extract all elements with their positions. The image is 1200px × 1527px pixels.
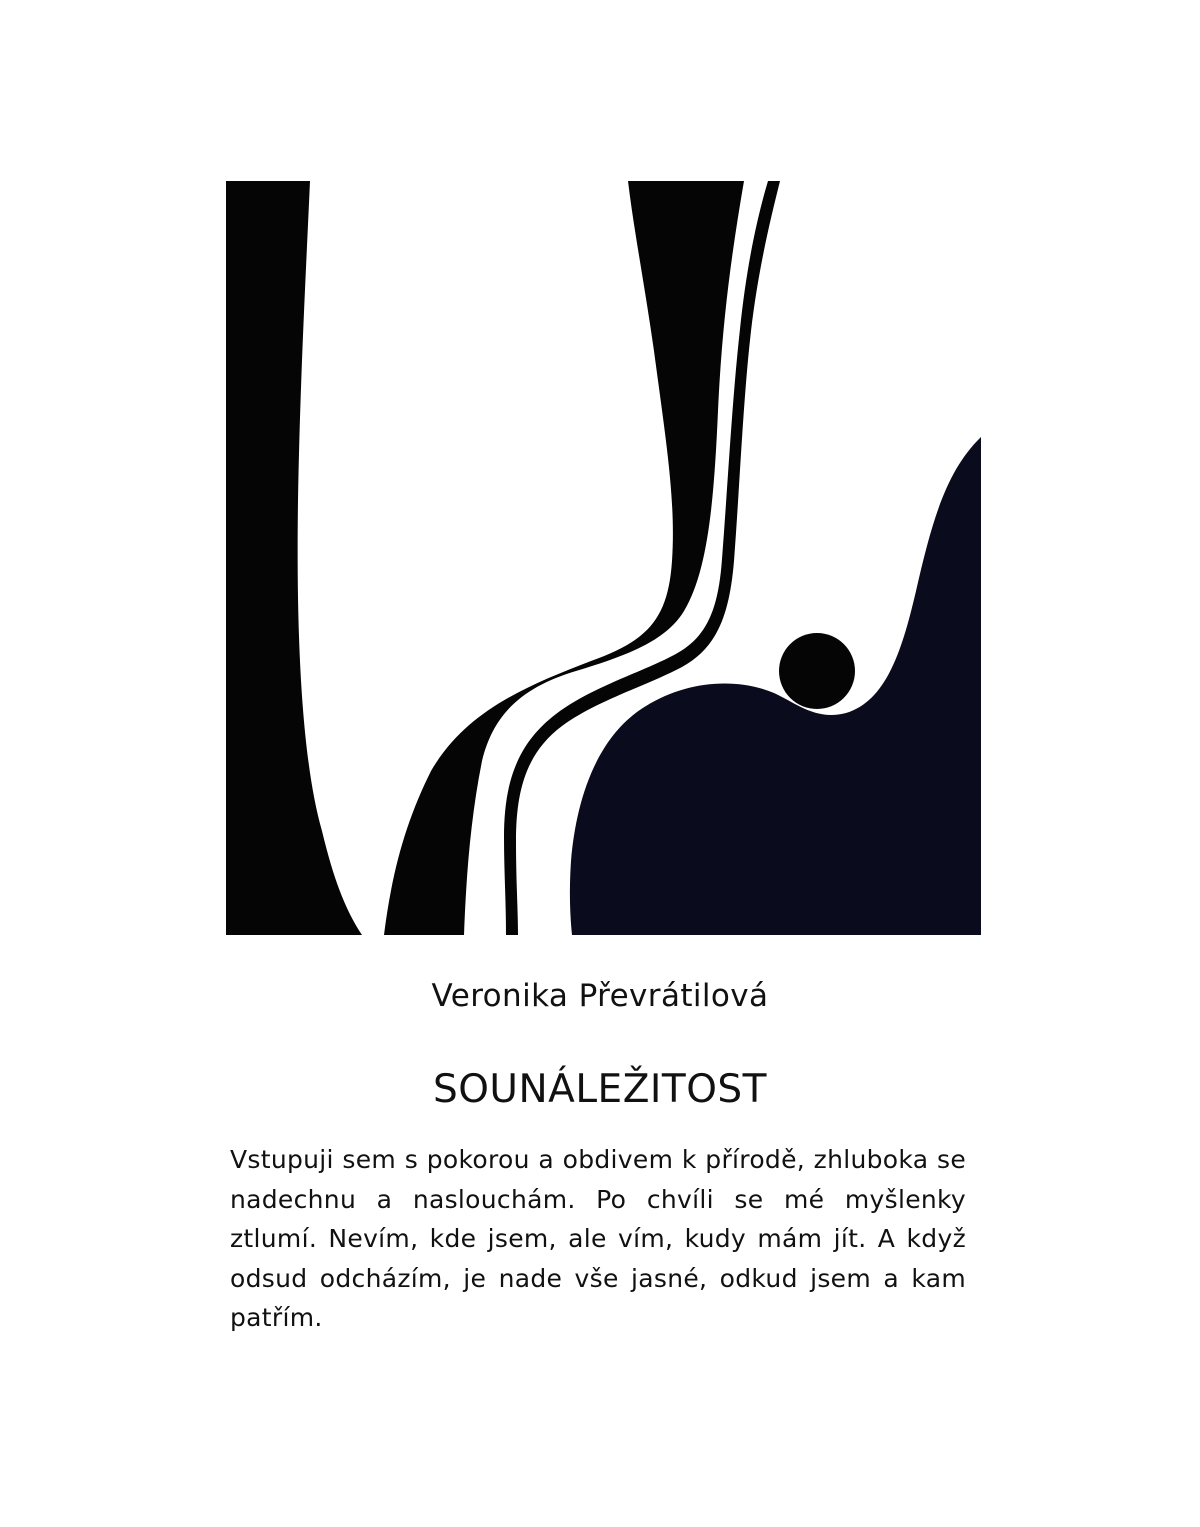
poem-text: Vstupuji sem s pokorou a obdivem k přírodě, zhluboka se nadechnu a naslouchám. Po chvíli se mé myšlenky ztlumí. Nevím, kde jsem, ale vím, kudy mám jít. A když odsud odcházím, je nade vše jasné, odkud jsem a kam patřím. bbox=[230, 1145, 966, 1332]
abstract-ink-illustration bbox=[226, 181, 981, 935]
dark-circle-shape bbox=[779, 633, 855, 709]
left-column-shape bbox=[226, 181, 362, 935]
author-name: Veronika Převrátilová bbox=[431, 978, 769, 1014]
poem-title: SOUNÁLEŽITOST bbox=[432, 1067, 768, 1112]
